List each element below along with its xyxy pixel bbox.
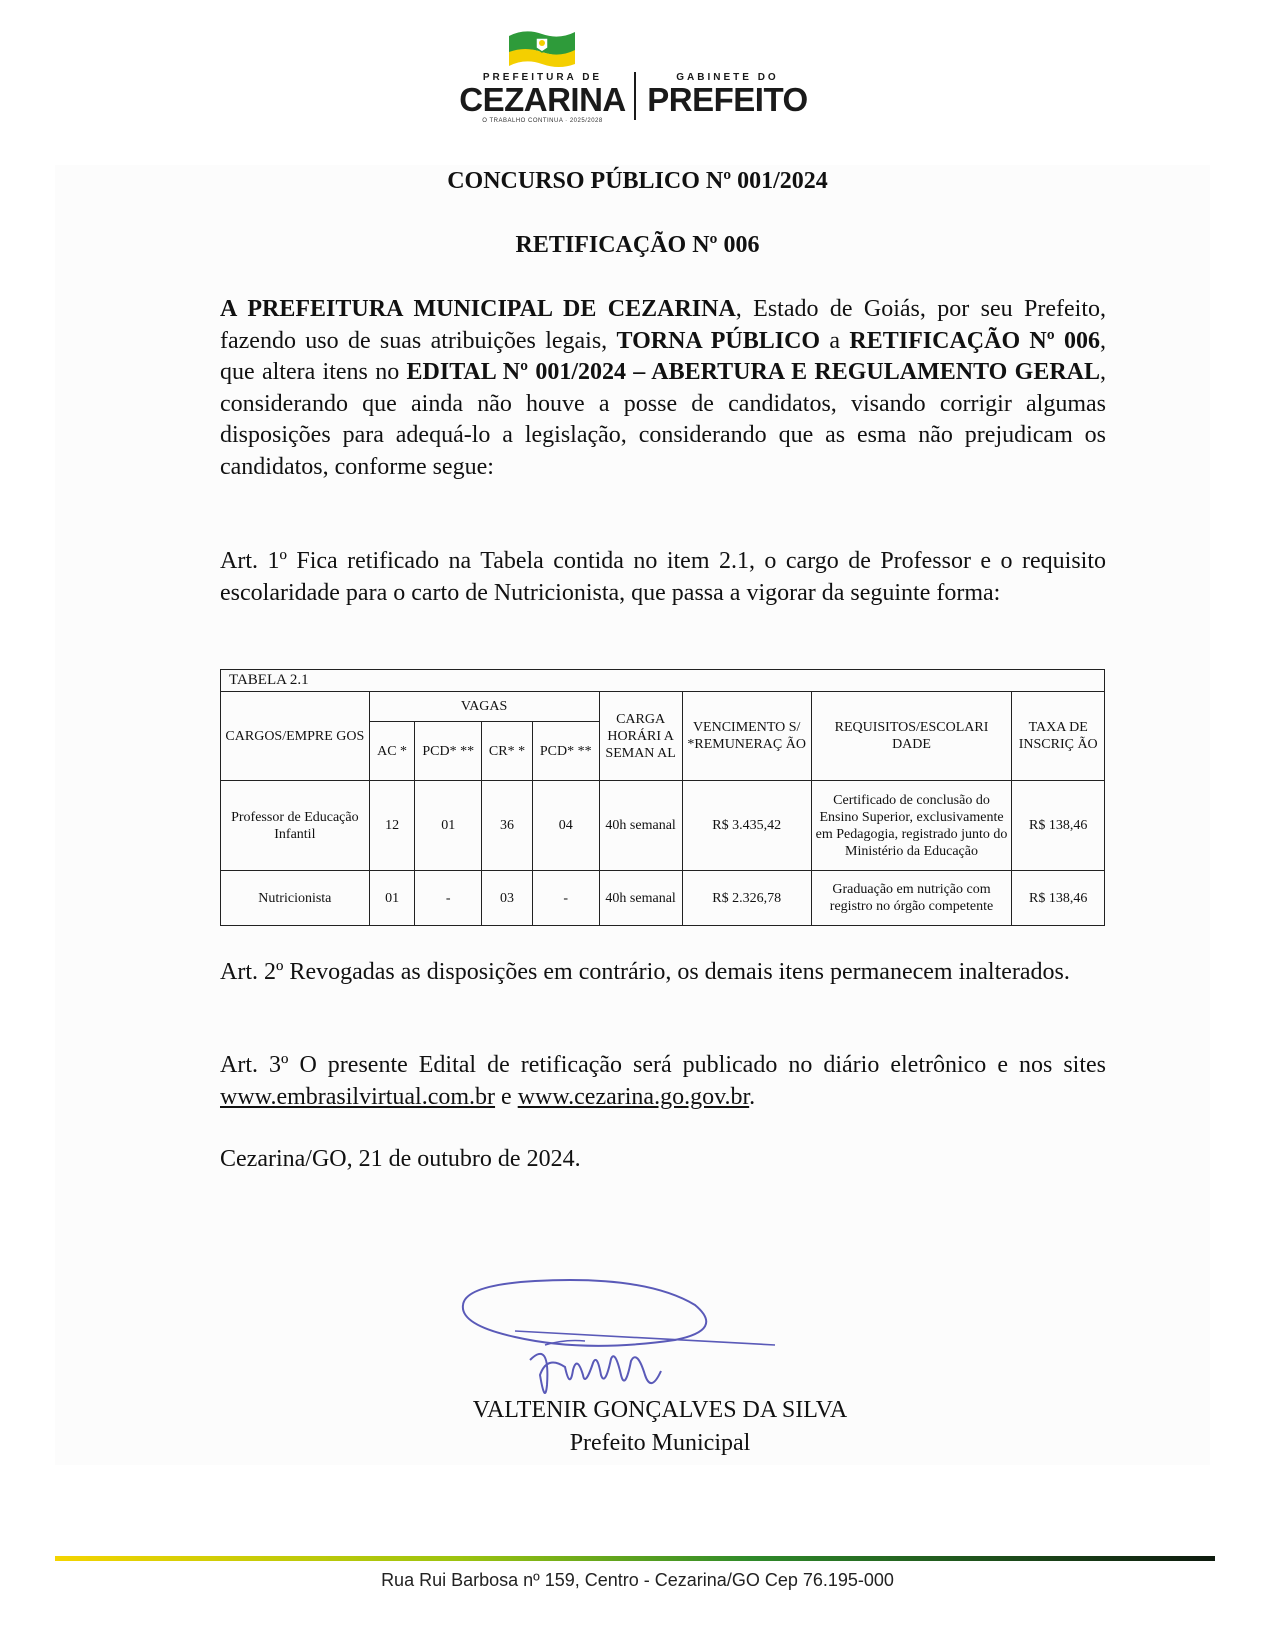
- logo-right-block: [640, 72, 815, 117]
- cell-taxa: R$ 138,46: [1012, 781, 1105, 871]
- cell-vencimento: R$ 2.326,78: [682, 871, 811, 926]
- article-3-suffix: .: [749, 1083, 756, 1110]
- signer-name: VALTENIR GONÇALVES DA SILVA: [472, 1397, 848, 1423]
- cell-ac: 12: [369, 781, 415, 871]
- cell-cargo: Nutricionista: [221, 871, 370, 926]
- intro-bold-3: RETIFICAÇÃO Nº 006: [849, 327, 1101, 354]
- place-date: Cezarina/GO, 21 de outubro de 2024.: [220, 1146, 581, 1172]
- cell-cargo: Professor de Educação Infantil: [221, 781, 370, 871]
- logo-slogan: O TRABALHO CONTINUA · 2025/2028: [482, 118, 603, 124]
- logo-right-small: GABINETE DO: [676, 72, 779, 83]
- footer-address: Rua Rui Barbosa nº 159, Centro - Cezarina/GO Cep 76.195-000: [381, 1570, 894, 1590]
- header-cargos: CARGOS/EMPRE GOS: [221, 692, 370, 781]
- table-row: [221, 871, 1105, 926]
- header-cr: CR* *: [482, 722, 533, 781]
- article-1: Art. 1º Fica retificado na Tabela contida no item 2.1, o cargo de Professor e o requisito escolaridade para o carto de Nutricionista, que passa a vigorar da seguinte forma:: [220, 548, 1106, 606]
- cell-carga: 40h semanal: [599, 781, 682, 871]
- document-subtitle: RETIFICAÇÃO Nº 006: [515, 232, 760, 258]
- cell-requisitos: Graduação em nutrição com registro no órgão competente: [811, 871, 1012, 926]
- intro-text-1: , Estado de Goiás, por seu Prefeito, fazendo uso de suas atribuições legais,: [220, 296, 1106, 354]
- cell-cr: 36: [482, 781, 533, 871]
- cell-pcd-2: -: [532, 871, 599, 926]
- header-pcd-1: PCD* **: [415, 722, 482, 781]
- signer-role: Prefeito Municipal: [569, 1430, 751, 1456]
- intro-text-3: , que altera itens no: [220, 327, 1107, 385]
- logo-divider: [634, 72, 636, 120]
- article-3-middle: e: [495, 1083, 518, 1110]
- intro-bold-4: EDITAL Nº 001/2024 – ABERTURA E REGULAMENTO GERAL: [406, 359, 1100, 385]
- header-logo: [455, 28, 825, 128]
- cell-pcd-1: 01: [415, 781, 482, 871]
- header-requisitos: REQUISITOS/ESCOLARI DADE: [811, 692, 1012, 781]
- link-embrasil[interactable]: www.embrasilvirtual.com.br: [220, 1083, 496, 1110]
- logo-left-big: CEZARINA: [459, 81, 626, 118]
- vacancy-table: [220, 669, 1105, 926]
- flag-emblem-icon: [507, 28, 577, 68]
- table-caption: TABELA 2.1: [221, 670, 1105, 692]
- handwritten-signature: [455, 1275, 815, 1405]
- header-ac: AC *: [369, 722, 415, 781]
- header-taxa: TAXA DE INSCRIÇ ÃO: [1012, 692, 1105, 781]
- article-3: [220, 1050, 1106, 1113]
- table-row: [221, 781, 1105, 871]
- logo-right-big: PREFEITO: [647, 81, 808, 118]
- cell-vencimento: R$ 3.435,42: [682, 781, 811, 871]
- header-vencimento: VENCIMENTO S/ *REMUNERAÇ ÃO: [682, 692, 811, 781]
- intro-paragraph: [220, 294, 1106, 483]
- cell-pcd-2: 04: [532, 781, 599, 871]
- cell-pcd-1: -: [415, 871, 482, 926]
- document-title: CONCURSO PÚBLICO Nº 001/2024: [447, 168, 828, 194]
- header-pcd-2: PCD* **: [532, 722, 599, 781]
- cell-cr: 03: [482, 871, 533, 926]
- article-3-prefix: Art. 3º O presente Edital de retificação será publicado no diário eletrônico e nos sites: [220, 1052, 1106, 1078]
- logo-left-block: [455, 72, 630, 124]
- header-carga: CARGA HORÁRI A SEMAN AL: [599, 692, 682, 781]
- intro-text-2: a: [820, 327, 850, 354]
- link-cezarina[interactable]: www.cezarina.go.gov.br: [517, 1083, 750, 1110]
- logo-left-small: PREFEITURA DE: [482, 72, 603, 83]
- article-2: Art. 2º Revogadas as disposições em contrário, os demais itens permanecem inalterados.: [220, 959, 1070, 985]
- cell-carga: 40h semanal: [599, 871, 682, 926]
- footer-divider: [55, 1556, 1215, 1561]
- cell-ac: 01: [369, 871, 415, 926]
- intro-text-4: , considerando que ainda não houve a posse de candidatos, visando corrigir algumas disposições para adequá-lo a legislação, considerando que as esma não prejudicam os candidatos, conforme segue:: [220, 359, 1106, 480]
- intro-bold-1: A PREFEITURA MUNICIPAL DE CEZARINA: [220, 296, 736, 322]
- cell-taxa: R$ 138,46: [1012, 871, 1105, 926]
- cell-requisitos: Certificado de conclusão do Ensino Superior, exclusivamente em Pedagogia, registrado junto do Ministério da Educação: [811, 781, 1012, 871]
- header-vagas: VAGAS: [369, 692, 599, 722]
- intro-bold-2: TORNA PÚBLICO: [616, 327, 821, 354]
